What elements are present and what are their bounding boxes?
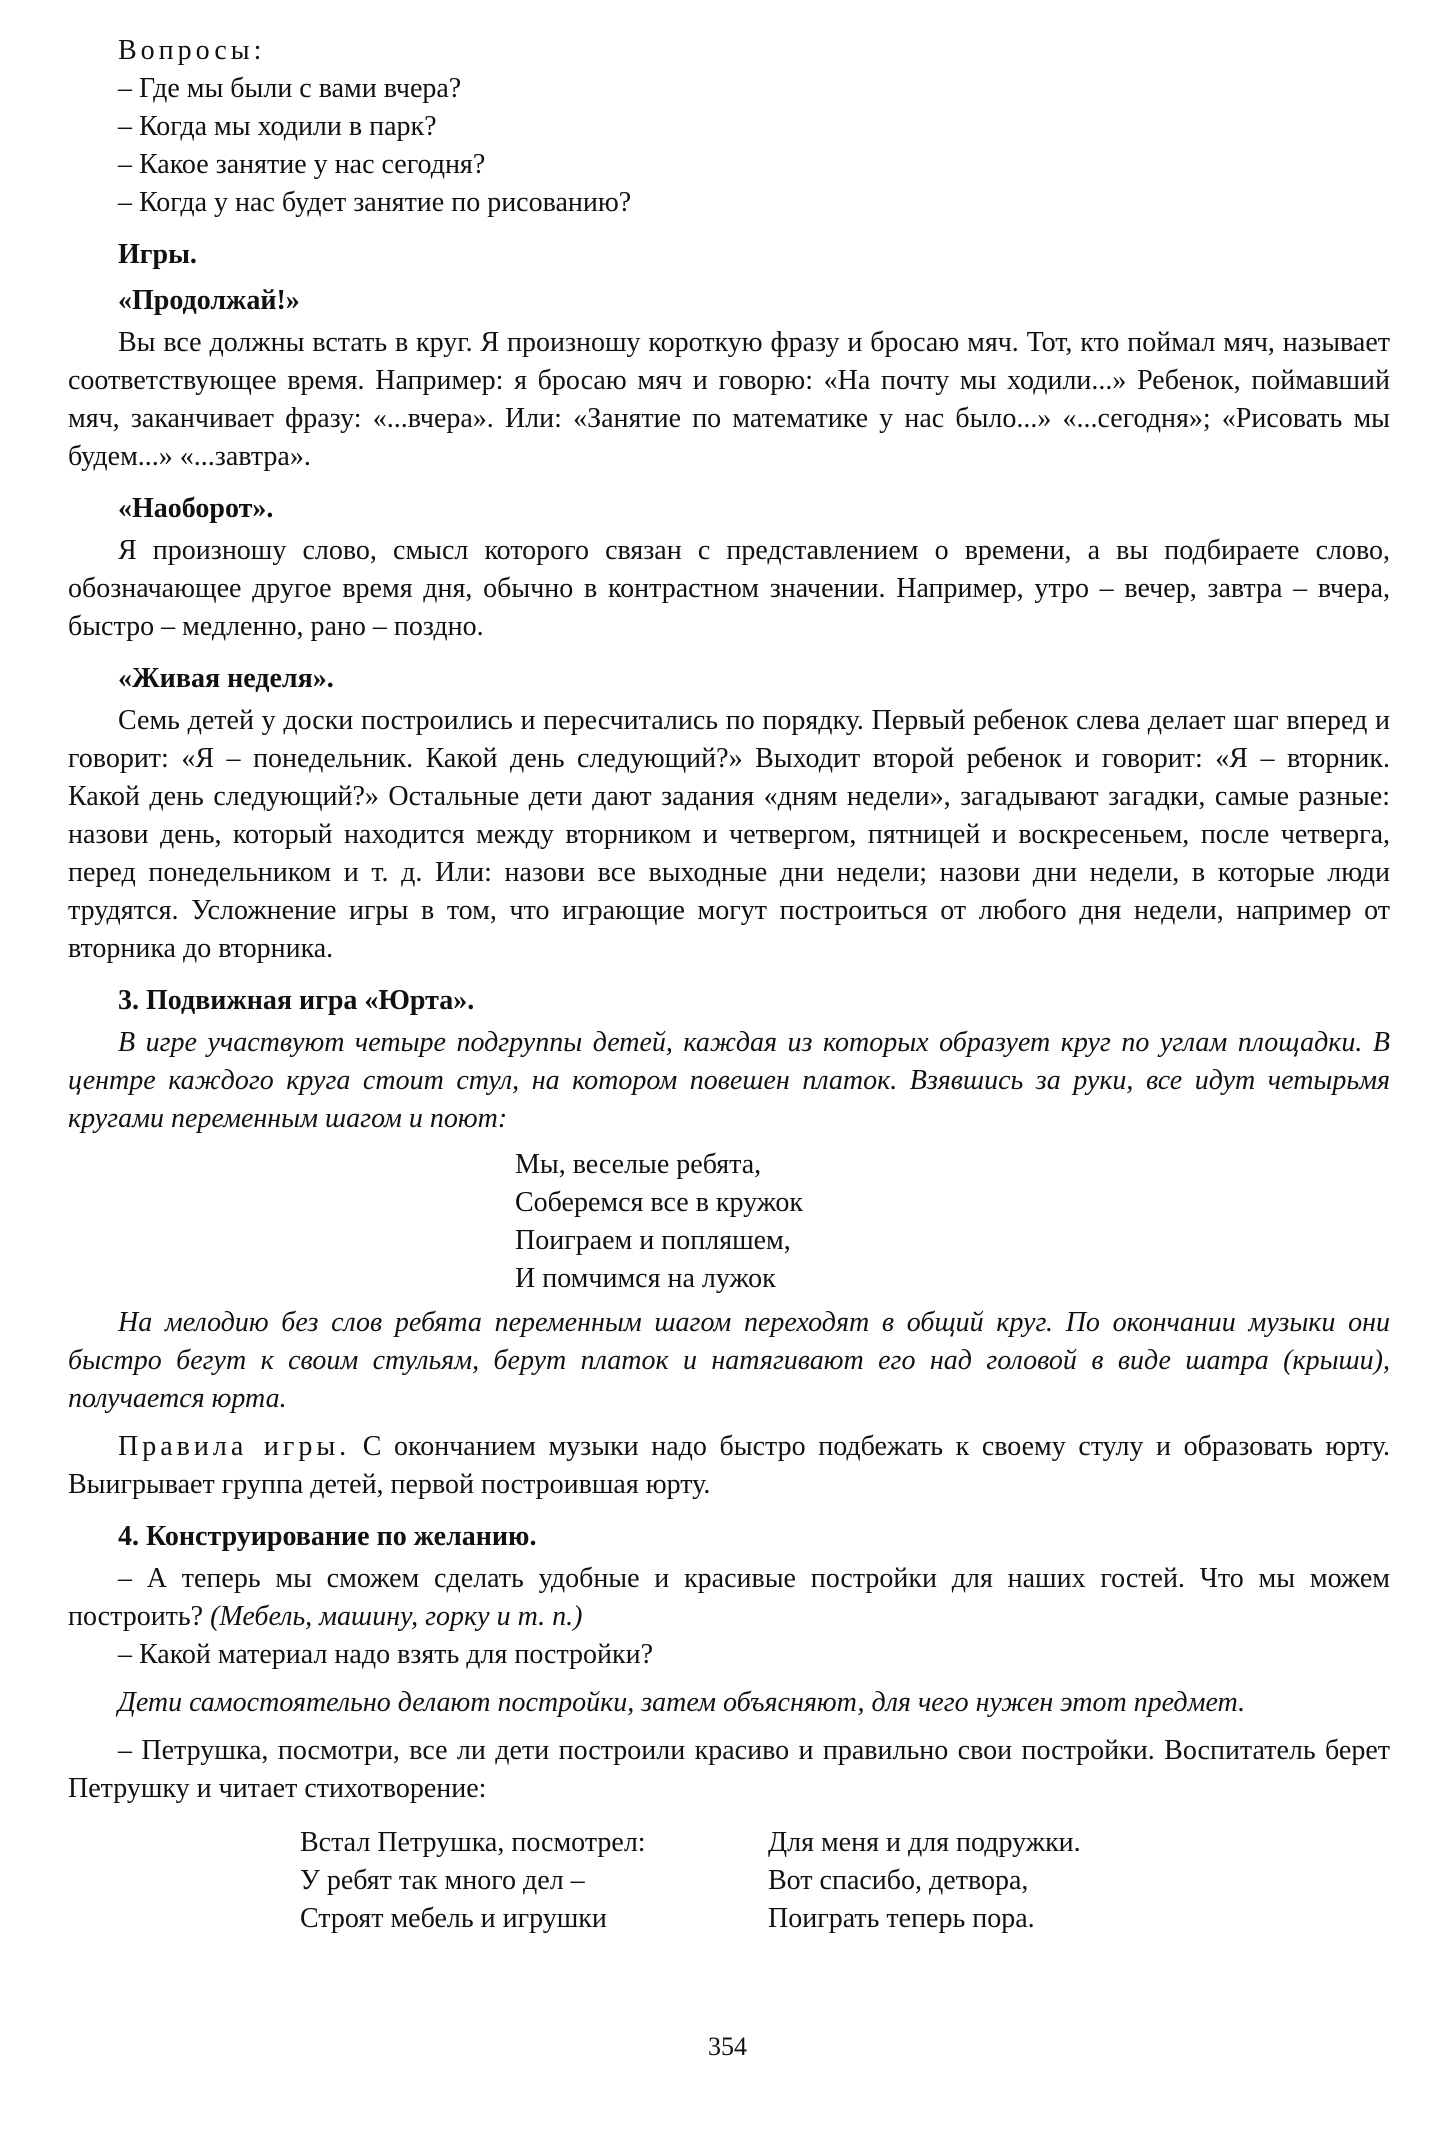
song-line: Поиграем и попляшем,	[515, 1225, 791, 1256]
text-column	[68, 32, 1390, 1938]
page-number: 354	[708, 2032, 747, 2061]
poem-line: У ребят так много дел –	[300, 1865, 585, 1896]
game-text-opposite: Я произношу слово, смысл которого связан с представлением о времени, а вы подбираете слово, обозначающее другое время дня, обычно в контрастном значении. Например, утро – вечер, завтра – вчера, быстро – медленно, рано – поздно.	[68, 535, 1390, 642]
section3-intro: В игре участвуют четыре подгруппы детей, каждая из которых образует круг по углам площадки. В центре каждого круга стоит стул, на котором повешен платок. Взявшись за руки, все идут четырьмя кругами переменным шагом и поют:	[68, 1027, 1390, 1134]
section3-heading: 3. Подвижная игра «Юрта».	[118, 985, 475, 1016]
petrushka-poem	[300, 1824, 1390, 1938]
song-line: Соберемся все в кружок	[515, 1187, 804, 1218]
poem-column-left	[300, 1824, 768, 1938]
section4-p3: Дети самостоятельно делают постройки, затем объясняют, для чего нужен этот предмет.	[118, 1687, 1246, 1718]
game-title-continue: «Продолжай!»	[118, 285, 300, 316]
poem-line: Поиграть теперь пора.	[768, 1903, 1035, 1934]
questions-label: Вопросы:	[118, 35, 266, 66]
question-item: – Какое занятие у нас сегодня?	[118, 149, 486, 180]
song-verse	[515, 1146, 1390, 1298]
game-text-continue: Вы все должны встать в круг. Я произношу короткую фразу и бросаю мяч. Тот, кто поймал мяч, называет соответствующее время. Например: я бросаю мяч и говорю: «На почту мы ходили...» Ребенок, поймавший мяч, заканчивает фразу: «...вчера». Или: «Занятие по математике у нас было...» «...сегодня»; «Рисовать мы будем...» «...завтра».	[68, 327, 1390, 472]
poem-line: Строят мебель и игрушки	[300, 1903, 607, 1934]
question-item: – Когда у нас будет занятие по рисованию?	[118, 187, 632, 218]
song-line: Мы, веселые ребята,	[515, 1149, 762, 1180]
section4-p4: – Петрушка, посмотри, все ли дети построили красиво и правильно свои постройки. Воспитатель берет Петрушку и читает стихотворение:	[68, 1735, 1390, 1804]
rules-label: Правила игры.	[118, 1431, 351, 1462]
section3-after: На мелодию без слов ребята переменным шагом переходят в общий круг. По окончании музыки они быстро бегут к своим стульям, берут платок и натягивают его над головой в виде шатра (крыши), получается юрта.	[68, 1307, 1390, 1414]
song-line: И помчимся на лужок	[515, 1263, 776, 1294]
section4-heading: 4. Конструирование по желанию.	[118, 1521, 537, 1552]
section3-rules	[68, 1428, 1390, 1504]
poem-line: Вот спасибо, детвора,	[768, 1865, 1029, 1896]
game-title-opposite: «Наоборот».	[118, 493, 274, 524]
poem-line: Для меня и для подружки.	[768, 1827, 1081, 1858]
section4-p1	[68, 1560, 1390, 1636]
games-heading: Игры.	[118, 239, 197, 270]
poem-line: Встал Петрушка, посмотрел:	[300, 1827, 646, 1858]
game-text-live-week: Семь детей у доски построились и пересчитались по порядку. Первый ребенок слева делает шаг вперед и говорит: «Я – понедельник. Какой день следующий?» Выходит второй ребенок и говорит: «Я – вторник. Какой день следующий?» Остальные дети дают задания «дням недели», загадывают загадки, самые разные: назови день, который находится между вторником и четвергом, пятницей и воскресеньем, после четверга, перед понедельником и т. д. Или: назови все выходные дни недели; назови дни недели, в которые люди трудятся. Усложнение игры в том, что играющие могут построиться от любого дня недели, например от вторника до вторника.	[68, 705, 1390, 964]
section4-p1-text: – А теперь мы сможем сделать удобные и красивые постройки для наших гостей. Что мы можем построить?	[68, 1563, 1390, 1632]
section4-p2: – Какой материал надо взять для постройки?	[118, 1639, 654, 1670]
game-title-live-week: «Живая неделя».	[118, 663, 334, 694]
poem-column-right	[768, 1824, 1236, 1938]
rules-text: С окончанием музыки надо быстро подбежать к своему стулу и образовать юрту. Выигрывает группа детей, первой построившая юрту.	[68, 1431, 1390, 1500]
question-item: – Где мы были с вами вчера?	[118, 73, 462, 104]
section4-p1-answer: (Мебель, машину, горку и т. п.)	[210, 1601, 583, 1632]
question-item: – Когда мы ходили в парк?	[118, 111, 437, 142]
